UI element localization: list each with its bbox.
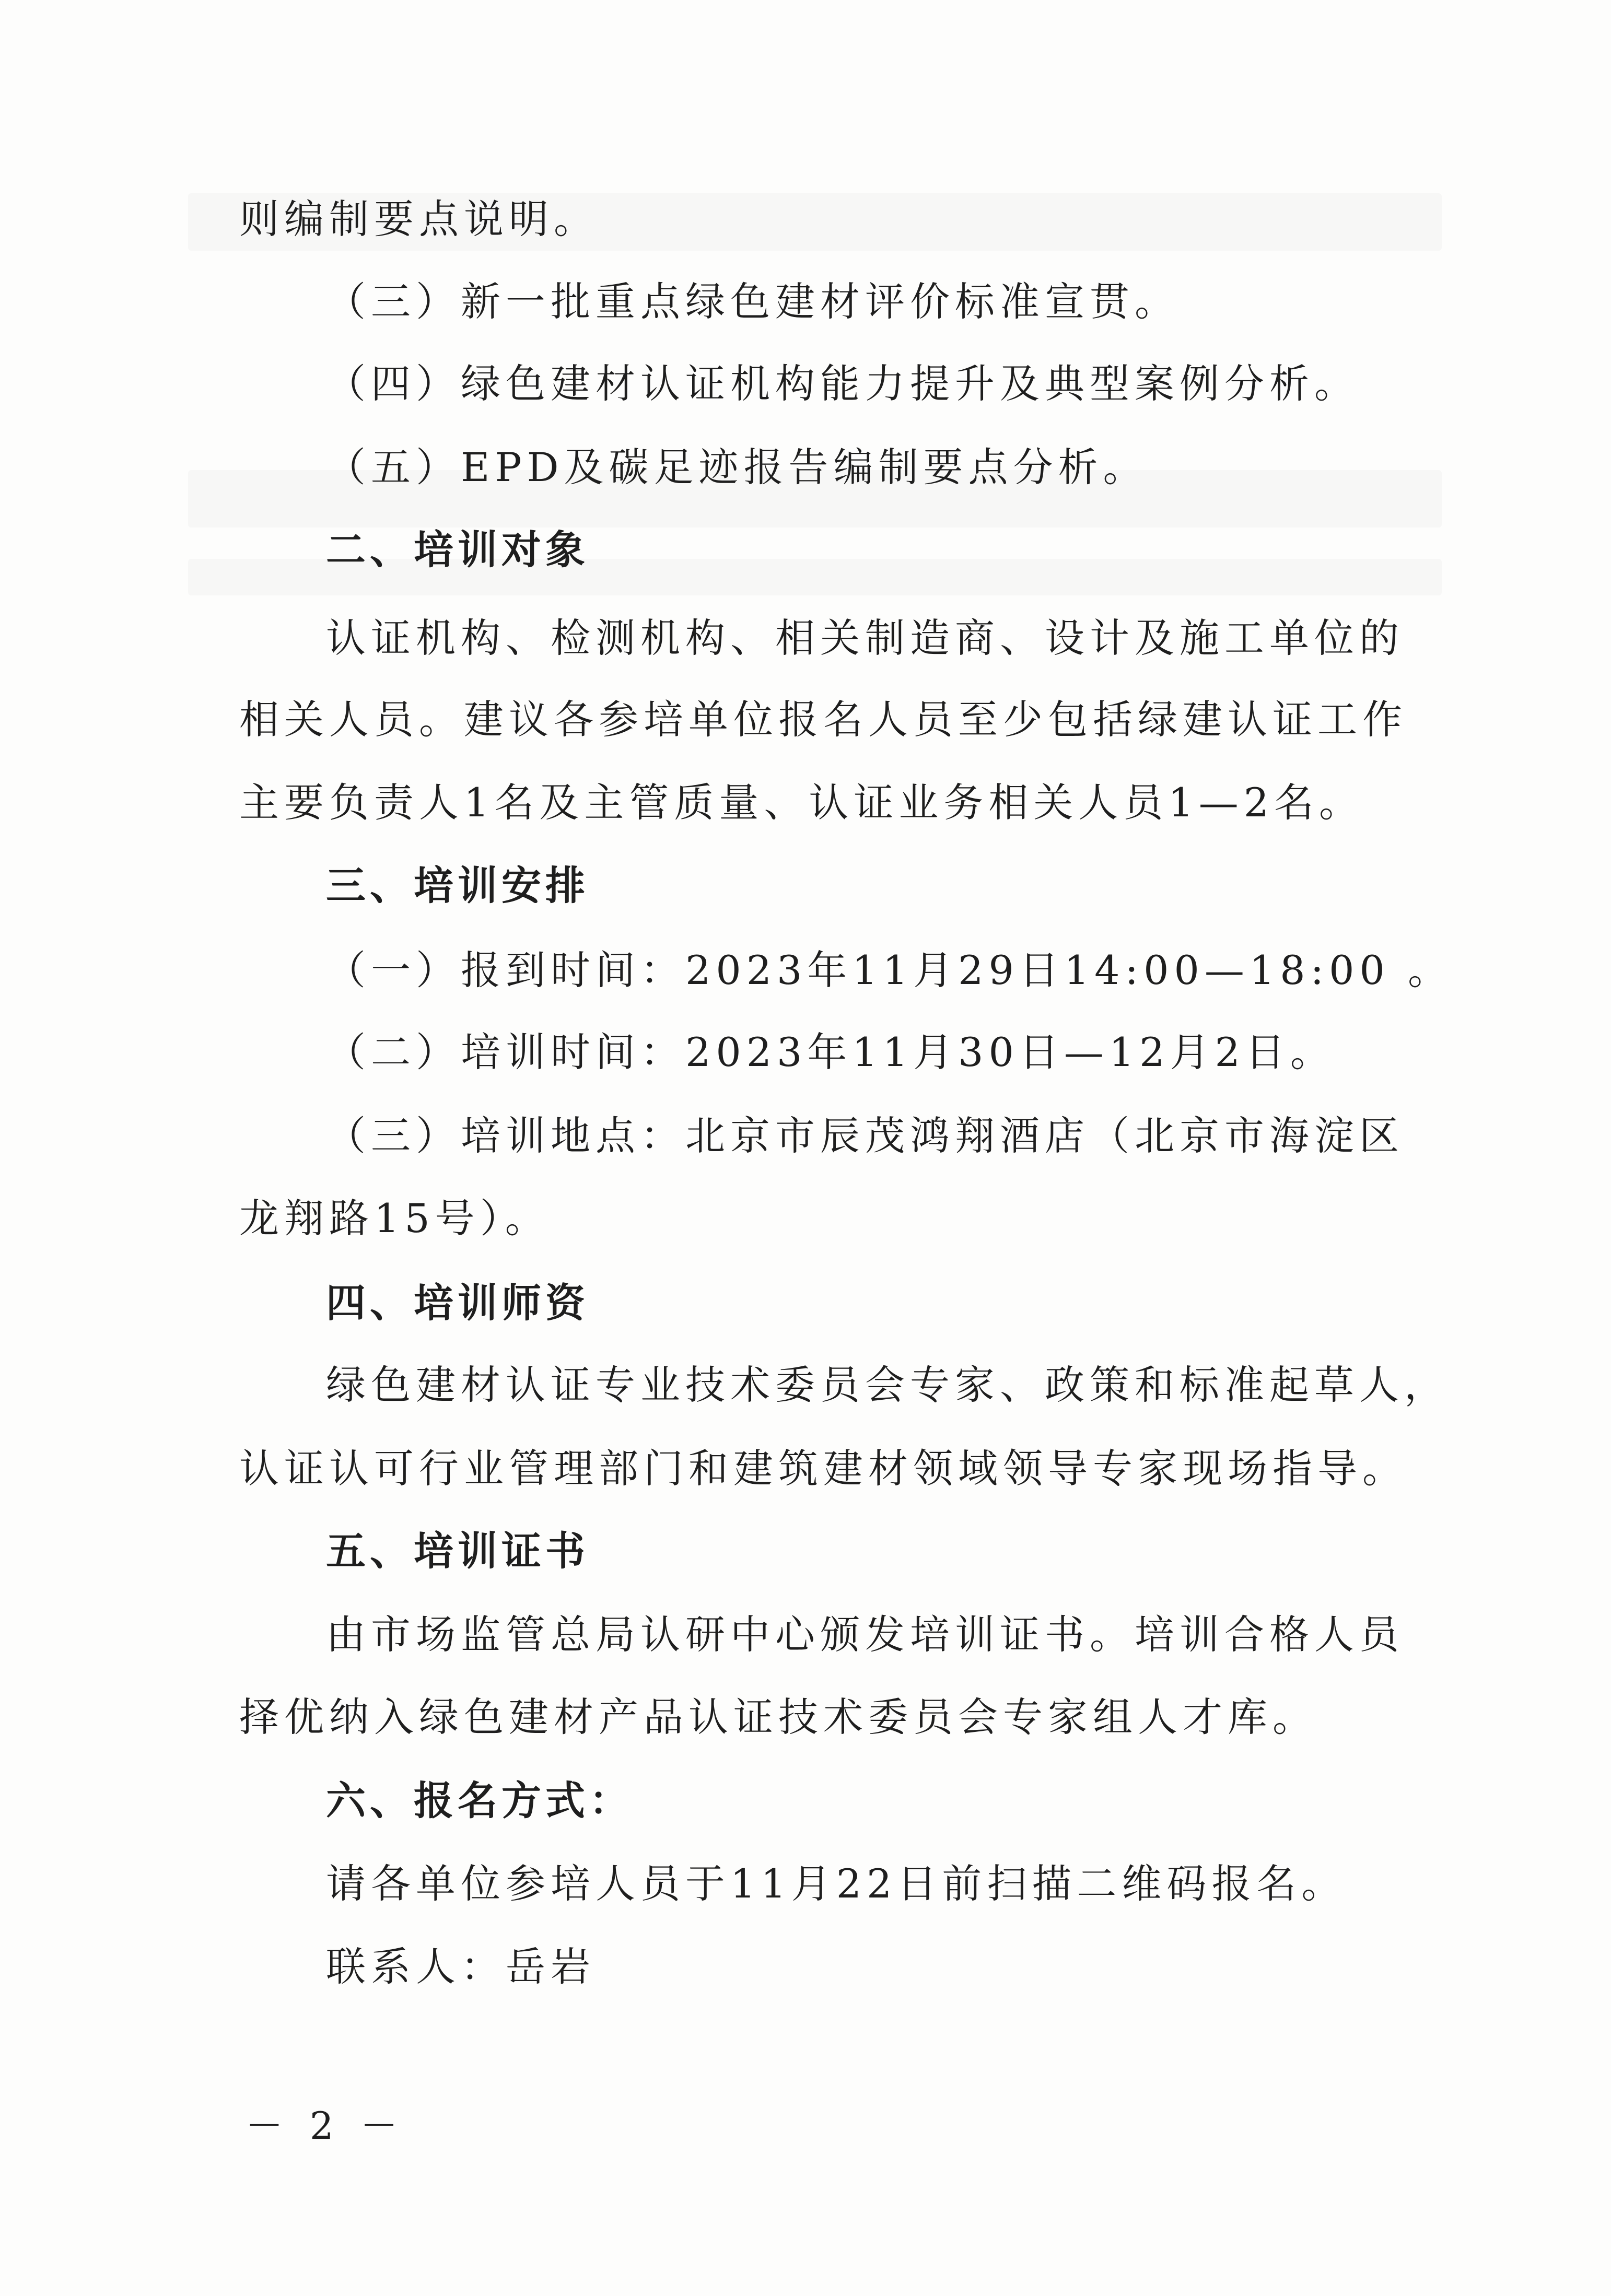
section-heading: 六、报名方式： [326, 1777, 633, 1824]
section-heading: 三、培训安排 [326, 862, 589, 909]
paragraph-line: 相关人员。建议各参培单位报名人员至少包括绿建认证工作 [239, 696, 1407, 743]
paragraph-line: 择优纳入绿色建材产品认证技术委员会专家组人才库。 [239, 1694, 1317, 1740]
page-number: － 2 － [246, 2104, 405, 2148]
paragraph-line: 联系人：岳岩 [326, 1943, 596, 1990]
section-heading: 五、培训证书 [326, 1528, 589, 1574]
paragraph-line: 认证认可行业管理部门和建筑建材领域领导专家现场指导。 [239, 1445, 1407, 1492]
list-item-line: （二）培训时间：2023年11月30日—12月2日。 [326, 1029, 1335, 1075]
paragraph-line: 则编制要点说明。 [239, 196, 599, 242]
paragraph-line: 由市场监管总局认研中心颁发培训证书。培训合格人员 [326, 1611, 1404, 1658]
list-item-line: （一）报到时间：2023年11月29日14:00—18:00 。 [326, 947, 1453, 993]
paragraph-line: 龙翔路15号）。 [239, 1195, 550, 1241]
section-heading: 四、培训师资 [326, 1280, 589, 1326]
list-item-line: （五）EPD及碳足迹报告编制要点分析。 [326, 444, 1148, 490]
list-item-line: （三）培训地点：北京市辰茂鸿翔酒店（北京市海淀区 [326, 1112, 1404, 1159]
paragraph-line: 请各单位参培人员于11月22日前扫描二维码报名。 [326, 1860, 1347, 1907]
section-heading: 二、培训对象 [326, 526, 589, 573]
list-item-line: （四）绿色建材认证机构能力提升及典型案例分析。 [326, 360, 1359, 407]
list-item-line: （三）新一批重点绿色建材评价标准宣贯。 [326, 278, 1180, 325]
paragraph-line: 绿色建材认证专业技术委员会专家、政策和标准起草人， [326, 1362, 1449, 1408]
paragraph-line: 主要负责人1名及主管质量、认证业务相关人员1—2名。 [239, 779, 1364, 826]
paragraph-line: 认证机构、检测机构、相关制造商、设计及施工单位的 [326, 615, 1404, 661]
